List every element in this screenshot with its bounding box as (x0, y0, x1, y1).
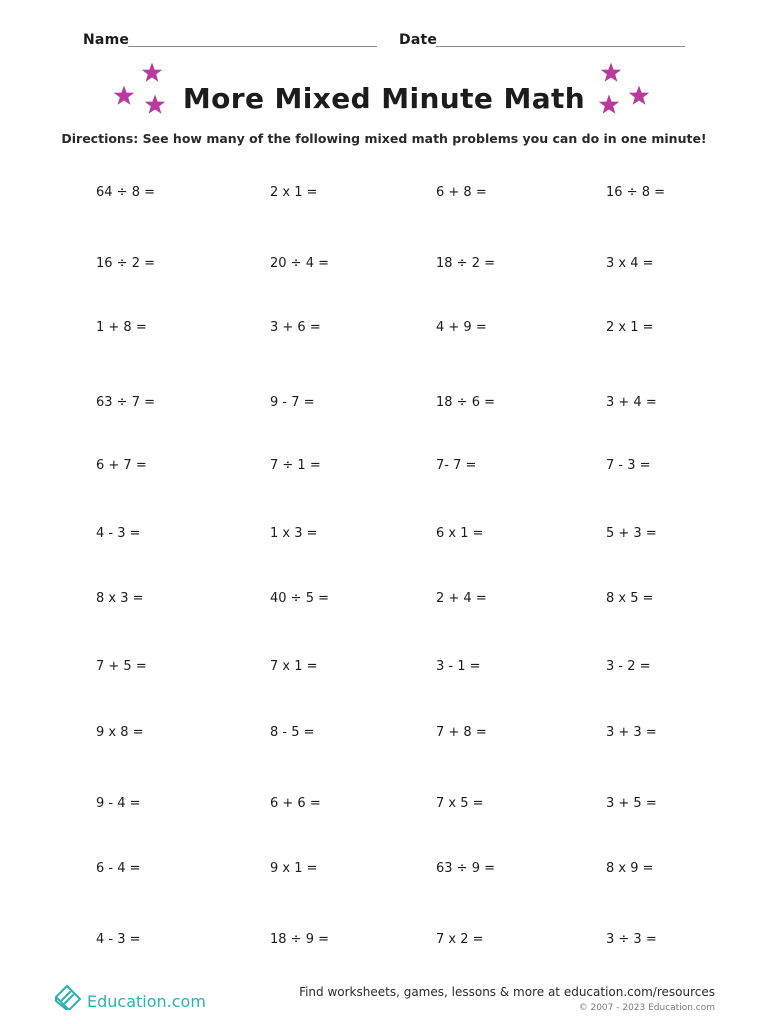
math-problem: 9 - 4 = (96, 796, 141, 811)
math-problem: 8 x 5 = (606, 591, 654, 606)
math-problem: 16 ÷ 2 = (96, 256, 155, 271)
math-problem: 3 + 3 = (606, 725, 657, 740)
math-problem: 16 ÷ 8 = (606, 185, 665, 200)
math-problem: 40 ÷ 5 = (270, 591, 329, 606)
math-problem: 8 x 3 = (96, 591, 144, 606)
math-problem: 7 x 5 = (436, 796, 484, 811)
math-problem: 9 - 7 = (270, 395, 315, 410)
math-problem: 2 x 1 = (606, 320, 654, 335)
name-field[interactable] (83, 32, 377, 52)
math-problem: 7 x 2 = (436, 932, 484, 947)
math-problem: 3 x 4 = (606, 256, 654, 271)
name-line[interactable] (128, 46, 377, 47)
date-field[interactable] (399, 32, 685, 52)
math-problem: 4 + 9 = (436, 320, 487, 335)
math-problem: 3 ÷ 3 = (606, 932, 657, 947)
education-logo-icon (53, 980, 83, 1010)
math-problem: 63 ÷ 9 = (436, 861, 495, 876)
brand-text: Education.com (87, 992, 206, 1011)
math-problem: 7 ÷ 1 = (270, 458, 321, 473)
math-problem: 8 - 5 = (270, 725, 315, 740)
math-problem: 6 + 6 = (270, 796, 321, 811)
math-problem: 6 x 1 = (436, 526, 484, 541)
math-problem: 7 + 5 = (96, 659, 147, 674)
math-problem: 9 x 8 = (96, 725, 144, 740)
math-problem: 20 ÷ 4 = (270, 256, 329, 271)
math-problem: 9 x 1 = (270, 861, 318, 876)
math-problem: 63 ÷ 7 = (96, 395, 155, 410)
copyright-text: © 2007 - 2023 Education.com (578, 1003, 715, 1013)
math-problem: 4 - 3 = (96, 932, 141, 947)
math-problem: 8 x 9 = (606, 861, 654, 876)
math-problem: 6 - 4 = (96, 861, 141, 876)
math-problem: 7 - 3 = (606, 458, 651, 473)
math-problem: 5 + 3 = (606, 526, 657, 541)
name-label: Name (83, 32, 130, 48)
math-problem: 2 + 4 = (436, 591, 487, 606)
math-problem: 2 x 1 = (270, 185, 318, 200)
math-problem: 3 - 2 = (606, 659, 651, 674)
date-line[interactable] (436, 46, 685, 47)
page-title: More Mixed Minute Math (182, 82, 586, 115)
directions-text: Directions: See how many of the following mixed math problems you can do in one minute! (61, 131, 707, 146)
math-problem: 7 x 1 = (270, 659, 318, 674)
math-problem: 18 ÷ 6 = (436, 395, 495, 410)
math-problem: 18 ÷ 9 = (270, 932, 329, 947)
footer-cta-link[interactable]: Find worksheets, games, lessons & more at education.com/resources (299, 985, 715, 999)
math-problem: 64 ÷ 8 = (96, 185, 155, 200)
math-problem: 6 + 8 = (436, 185, 487, 200)
math-problem: 7 + 8 = (436, 725, 487, 740)
math-problem: 3 + 5 = (606, 796, 657, 811)
math-problem: 3 + 6 = (270, 320, 321, 335)
math-problem: 18 ÷ 2 = (436, 256, 495, 271)
date-label: Date (399, 32, 438, 48)
math-problem: 1 + 8 = (96, 320, 147, 335)
math-problem: 3 + 4 = (606, 395, 657, 410)
math-problem: 7- 7 = (436, 458, 477, 473)
math-problem: 6 + 7 = (96, 458, 147, 473)
math-problem: 1 x 3 = (270, 526, 318, 541)
math-problem: 3 - 1 = (436, 659, 481, 674)
math-problem: 4 - 3 = (96, 526, 141, 541)
